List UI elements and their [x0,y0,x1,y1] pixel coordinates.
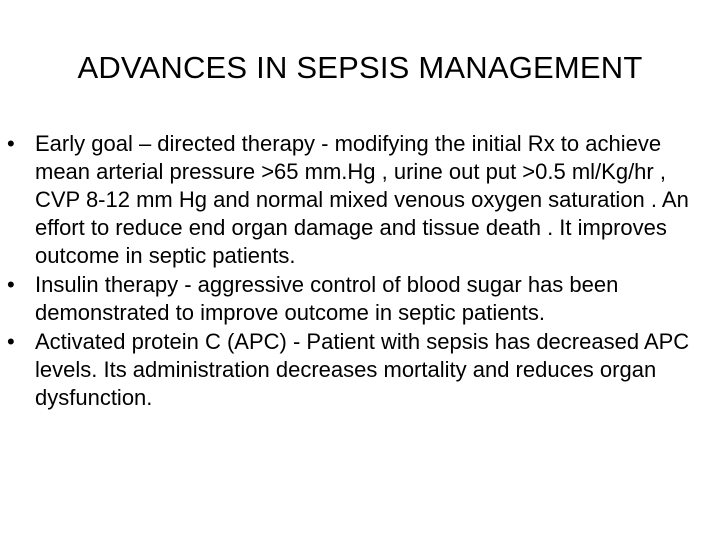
bullet-marker: • [7,329,15,354]
bullet-item-activated-protein-c [0,328,720,412]
slide-title: ADVANCES IN SEPSIS MANAGEMENT [77,50,643,85]
bullet-item-insulin-therapy [0,271,720,327]
bullet-list [0,130,720,413]
bullet-marker: • [7,272,15,297]
bullet-marker: • [7,131,15,156]
bullet-item-early-goal-therapy [0,130,720,270]
bullet-text: Insulin therapy - aggressive control of blood sugar has been demonstrated to improve outcome in septic patients. [35,272,619,325]
bullet-text: Activated protein C (APC) - Patient with sepsis has decreased APC levels. Its administration decreases mortality and reduces organ dysfunction. [35,329,690,410]
bullet-text: Early goal – directed therapy - modifying the initial Rx to achieve mean arterial pressure >65 mm.Hg , urine out put >0.5 ml/Kg/hr , CVP 8-12 mm Hg and normal mixed venous oxygen saturation . An effort to reduce end organ damage and tissue death . It improves outcome in septic patients. [35,131,689,268]
